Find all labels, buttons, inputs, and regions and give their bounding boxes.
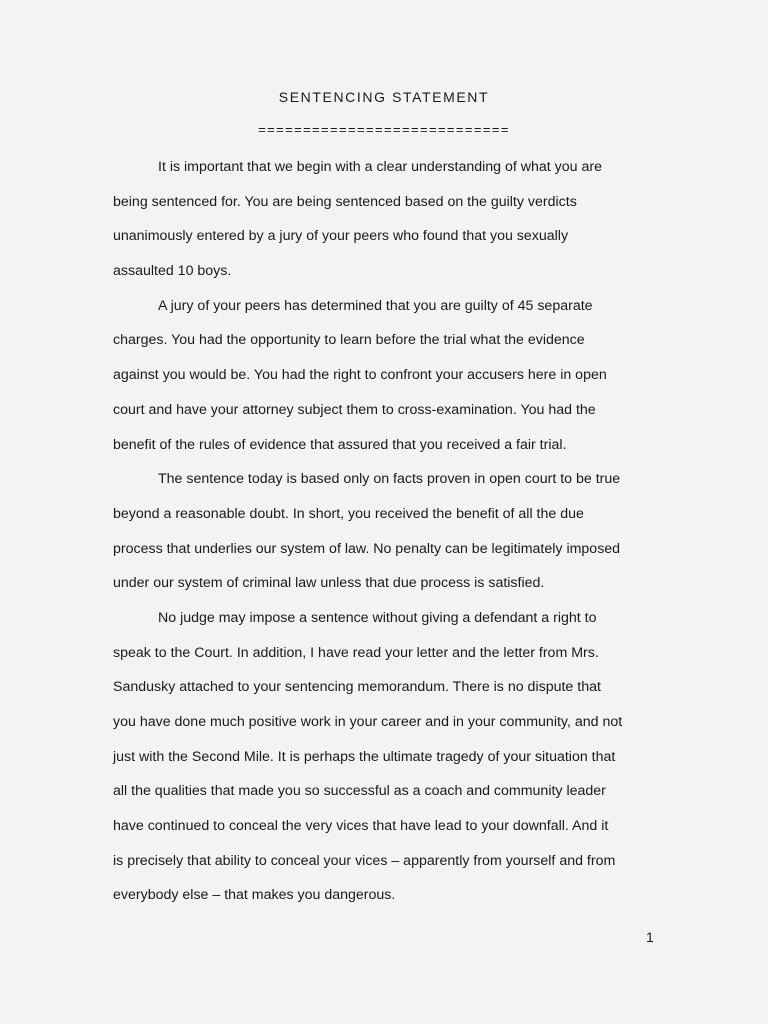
text-line: A jury of your peers has determined that you are guilty of 45 separate bbox=[158, 297, 593, 314]
text-line: benefit of the rules of evidence that assured that you received a fair trial. bbox=[113, 436, 567, 453]
page-number: 1 bbox=[646, 929, 654, 945]
text-line: just with the Second Mile. It is perhaps the ultimate tragedy of your situation that bbox=[113, 748, 616, 765]
text-line: you have done much positive work in your career and in your community, and not bbox=[113, 714, 623, 730]
text-line: It is important that we begin with a clear understanding of what you are bbox=[158, 159, 603, 175]
text-line: everybody else – that makes you dangerous. bbox=[113, 887, 396, 904]
text-line: charges. You had the opportunity to learn before the trial what the evidence bbox=[113, 332, 585, 349]
text-line: all the qualities that made you so successful as a coach and community leader bbox=[113, 783, 606, 800]
text-line: against you would be. You had the right to confront your accusers here in open bbox=[113, 367, 607, 384]
text-line: being sentenced for. You are being sentenced based on the guilty verdicts bbox=[113, 193, 577, 210]
text-line: process that underlies our system of law. No penalty can be legitimately imposed bbox=[113, 540, 621, 557]
text-line: is precisely that ability to conceal your vices – apparently from yourself and from bbox=[113, 852, 616, 869]
text-line: have continued to conceal the very vices that have lead to your downfall. And it bbox=[113, 818, 609, 835]
text-line: beyond a reasonable doubt. In short, you received the benefit of all the due bbox=[113, 505, 584, 522]
text-line: Sandusky attached to your sentencing memorandum. There is no dispute that bbox=[113, 679, 601, 696]
text-line: The sentence today is based only on facts proven in open court to be true bbox=[158, 471, 621, 488]
page-title: SENTENCING STATEMENT bbox=[278, 89, 490, 105]
title-underline: ============================ bbox=[258, 122, 510, 137]
text-line: court and have your attorney subject them to cross-examination. You had the bbox=[113, 401, 596, 418]
text-line: speak to the Court. In addition, I have read your letter and the letter from Mrs. bbox=[113, 644, 599, 661]
text-line: No judge may impose a sentence without giving a defendant a right to bbox=[158, 609, 597, 626]
body-text bbox=[113, 150, 658, 913]
text-line: assaulted 10 boys. bbox=[113, 263, 232, 280]
text-line: under our system of criminal law unless that due process is satisfied. bbox=[113, 575, 545, 592]
text-line: unanimously entered by a jury of your peers who found that you sexually bbox=[113, 228, 569, 245]
